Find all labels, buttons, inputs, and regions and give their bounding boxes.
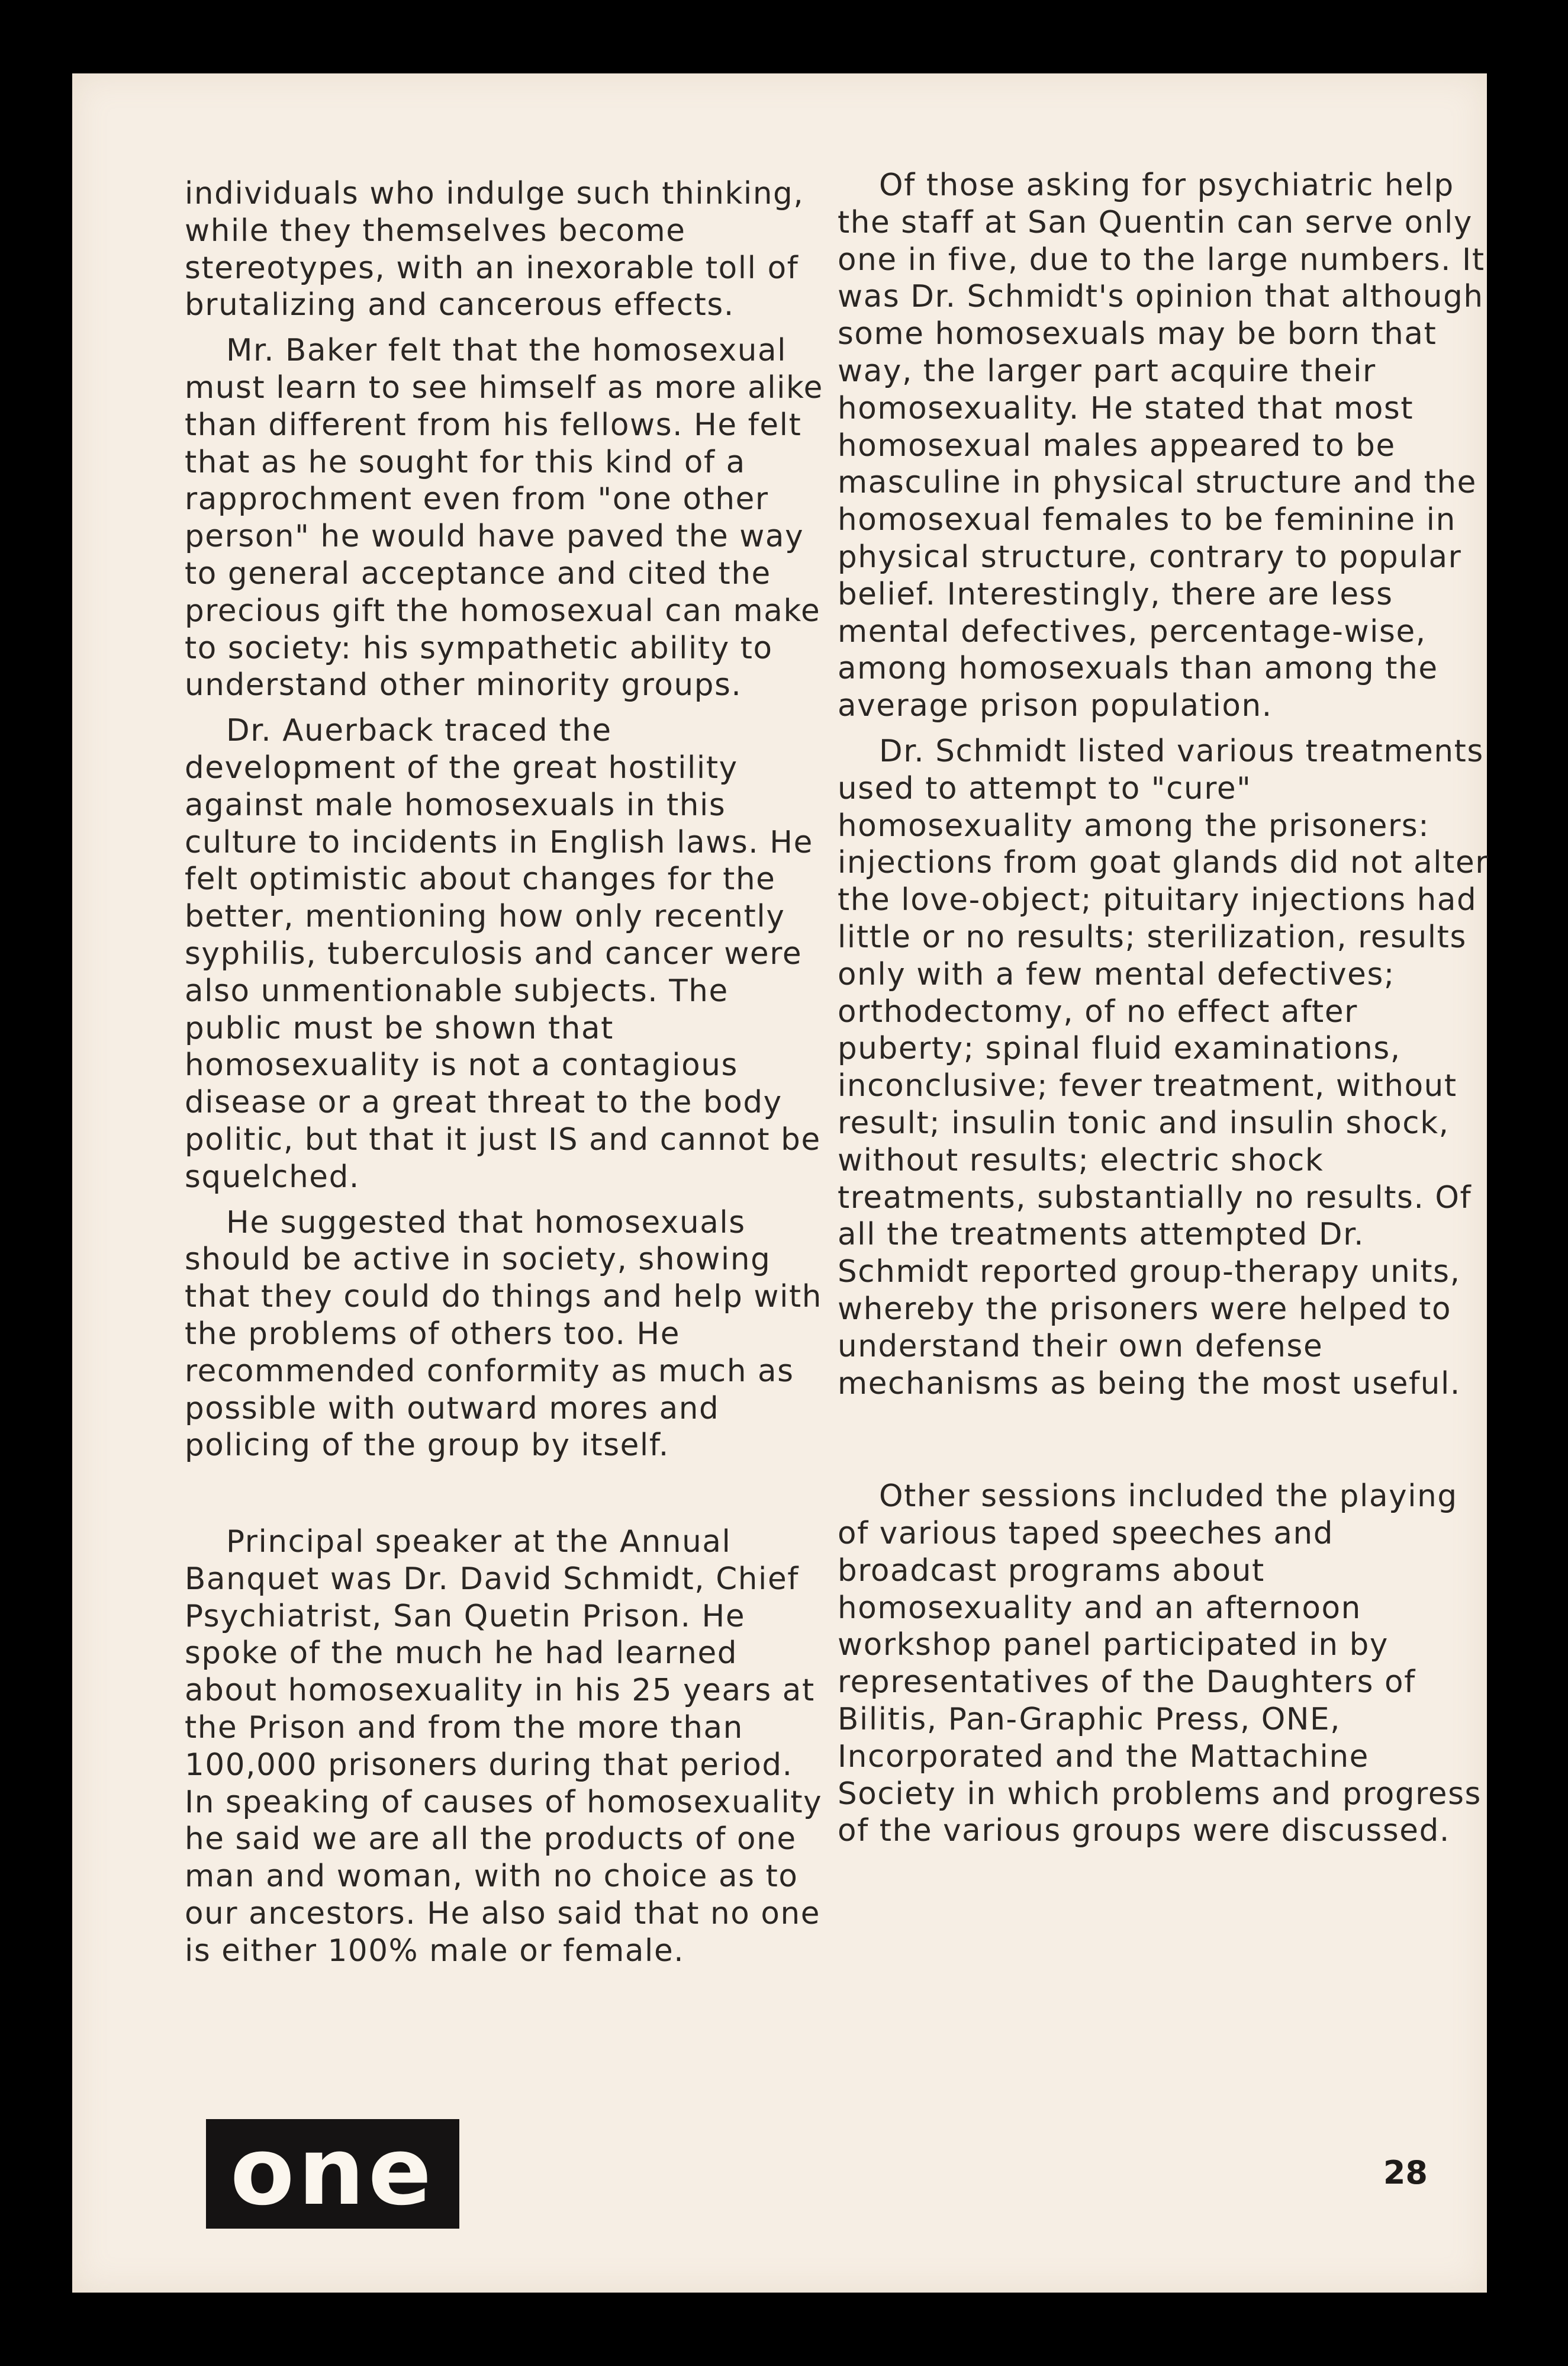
paragraph-suggestions: He suggested that homosexuals should be active in society, showing that they could do things and help with the problems of others too. He recommended conformity as much as possible with outward mores and policing of the group by itself. bbox=[185, 1204, 823, 1464]
paragraph-auerback: Dr. Auerback traced the development of the great hostility against male homosexuals in this culture to incidents in English laws. He felt optimistic about changes for the better, mentioning how only recently syphilis, tuberculosis and cancer were also unmentionable subjects. The public must be shown that homosexuality is not a contagious disease or a great threat to the body politic, but that it just IS and cannot be squelched. bbox=[185, 713, 821, 1195]
magazine-page bbox=[72, 73, 1487, 2293]
right-column bbox=[838, 167, 1498, 1850]
paragraph-banquet-speaker: Principal speaker at the Annual Banquet was Dr. David Schmidt, Chief Psychiatrist, San Quetin Prison. He spoke of the much he had learned about homosexuality in his 25 years at the Prison and from the more than 100,000 prisoners during that period. In speaking of causes of homosexuality he said we are all the products of one man and woman, with no choice as to our ancestors. He also said that no one is either 100% male or female. bbox=[185, 1524, 823, 1969]
page-number: 28 bbox=[1383, 2154, 1428, 2191]
paragraph-baker: Mr. Baker felt that the homosexual must learn to see himself as more alike than different from his fellows. He felt that as he sought for this kind of a rapprochment even from "one other person" he would have paved the way to general acceptance and cited the precious gift the homosexual can make to society: his sympathetic ability to understand other minority groups. bbox=[185, 333, 823, 703]
one-magazine-logo bbox=[206, 2119, 459, 2229]
paragraph-treatments: Dr. Schmidt listed various treatments used to attempt to "cure" homosexuality among the prisoners: injections from goat glands did not alter the love-object; pituitary injections had little or no results; sterilization, results only with a few mental defectives; orthodectomy, of no effect after puberty; spinal fluid examinations, inconclusive; fever treatment, without result; insulin tonic and insulin shock, without results; electric shock treatments, substantially no results. Of all the treatments attempted Dr. Schmidt reported group-therapy units, whereby the prisoners were helped to understand their own defense mechanisms as being the most useful. bbox=[838, 733, 1489, 1401]
paragraph-other-sessions: Other sessions included the playing of various taped speeches and broadcast programs about homosexuality and an afternoon workshop panel participated in by representatives of the Daughters of Bilitis, Pan-Graphic Press, ONE, Incorporated and the Mattachine Society in which problems and progress of the various groups were discussed. bbox=[838, 1478, 1482, 1849]
logo-text: one bbox=[230, 2117, 436, 2226]
paragraph-continuation: individuals who indulge such thinking, while they themselves become stereotypes, with an inexorable toll of brutalizing and cancerous effects. bbox=[185, 176, 804, 323]
left-column bbox=[185, 175, 827, 1970]
paragraph-psychiatric-help: Of those asking for psychiatric help the staff at San Quentin can serve only one in five, due to the large numbers. It was Dr. Schmidt's opinion that although some homosexuals may be born that way, the larger part acquire their homosexuality. He stated that most homosexual males appeared to be masculine in physical structure and the homosexual females to be feminine in physical structure, contrary to popular belief. Interestingly, there are less mental defectives, percentage-wise, among homosexuals than among the average prison population. bbox=[838, 168, 1485, 724]
